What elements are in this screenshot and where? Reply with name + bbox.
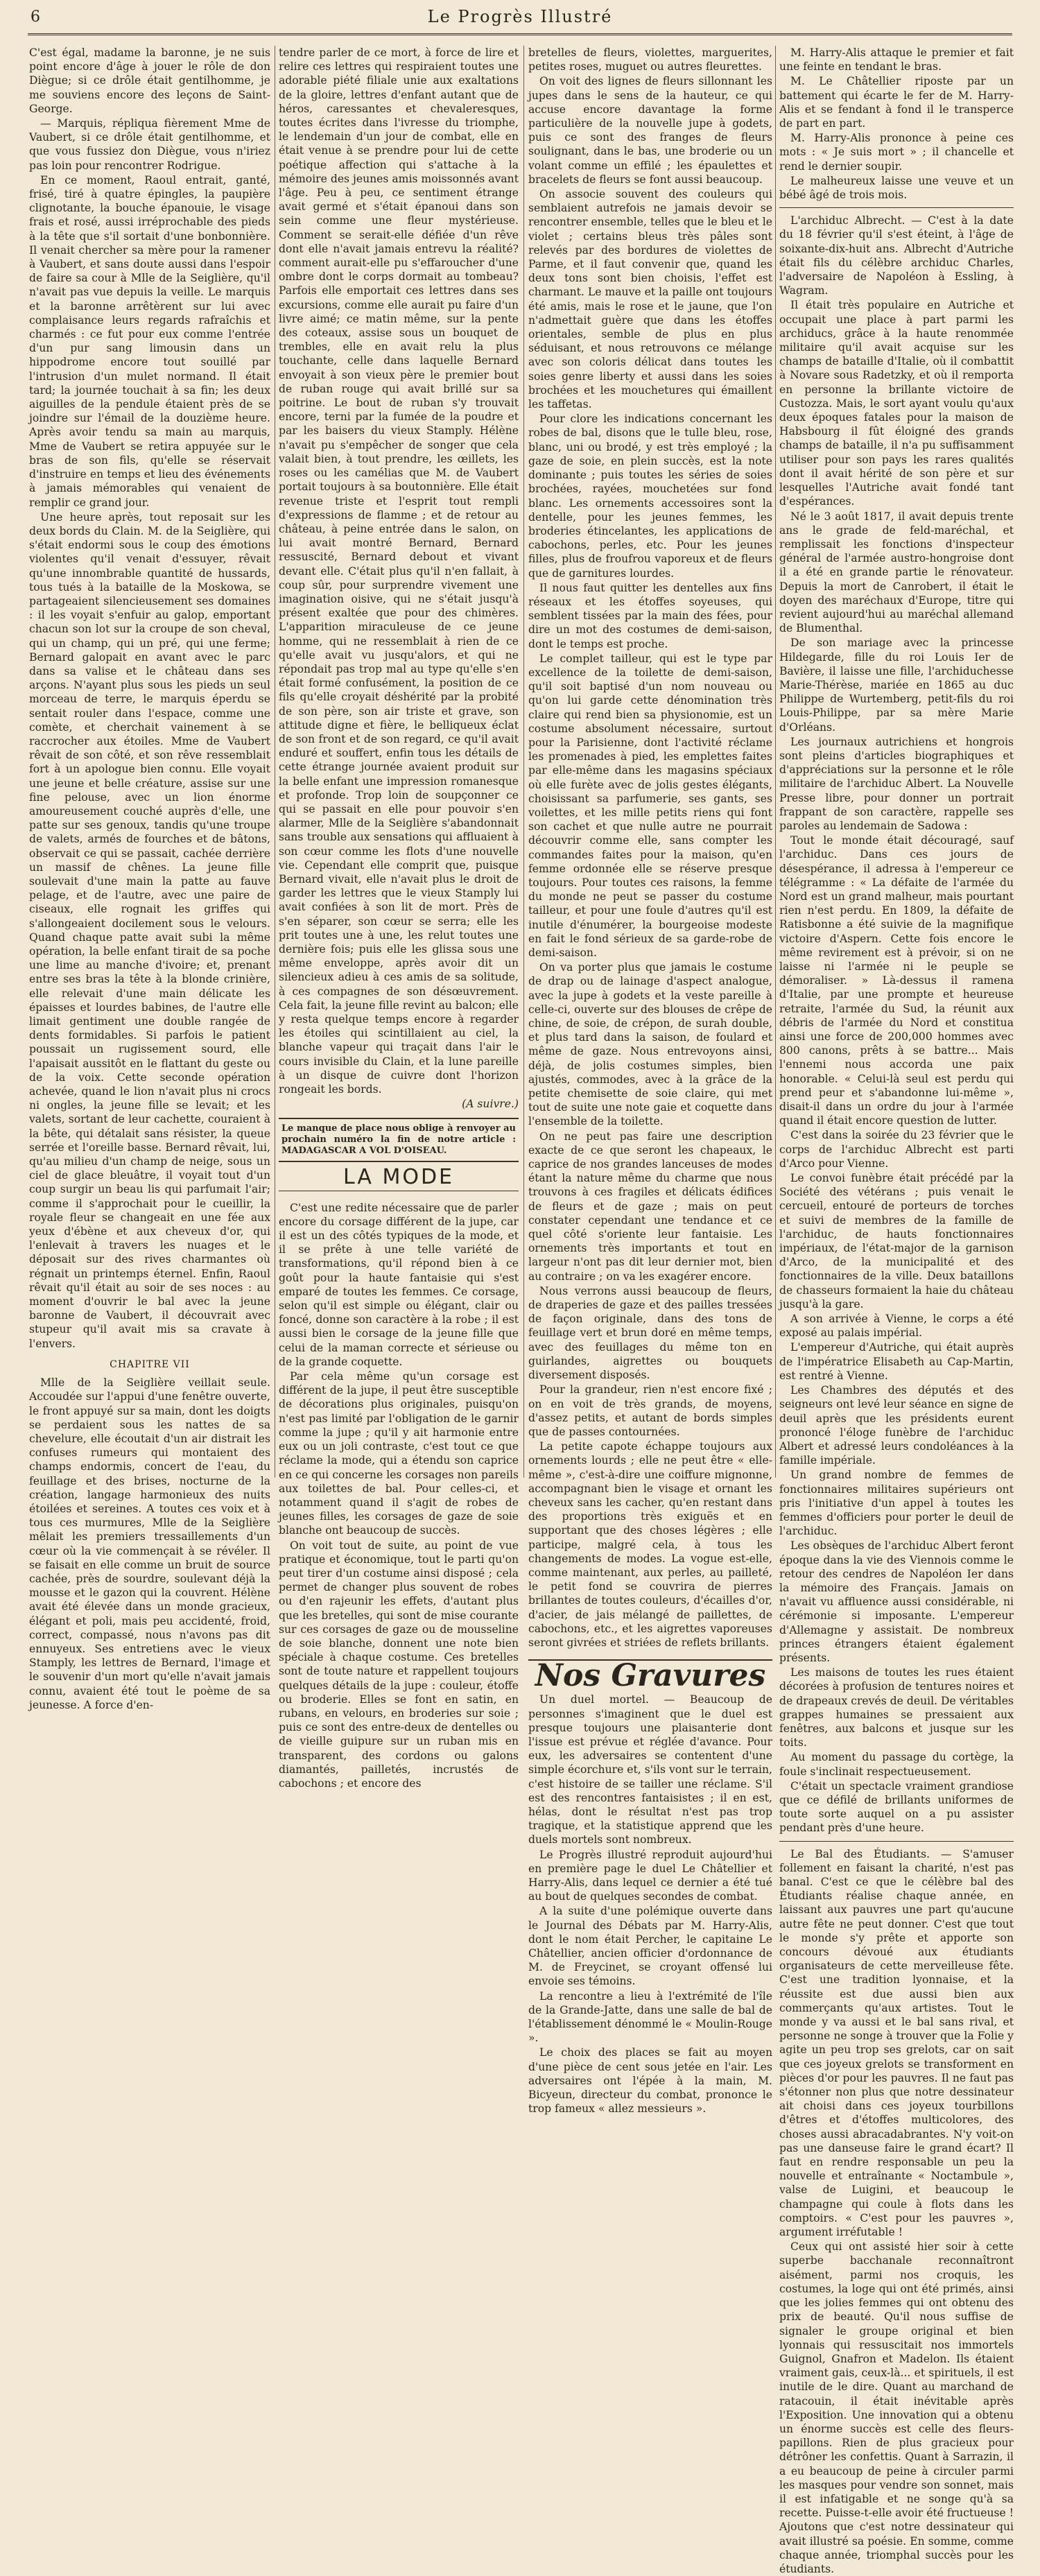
paragraph: Un duel mortel. — Beaucoup de personnes s'imaginent que le duel est presque toujours une plaisanterie dont l'issue est prévue et réglée d'avance. Pour eux, les adversaires se contentent d'une simple écorchure et, s'ils vont sur le terrain, c'est histoire de se tailler une réclame. S'il est des rencontres fantaisistes ; il en est, hélas, dont le résultat n'est pas trop tragique, et la statistique apprend que les duels mortels sont nombreux. — [528, 1693, 772, 1847]
editorial-notice: Le manque de place nous oblige à renvoyer au prochain numéro la fin de notre article : MADAGASCAR A VOL D'OISEAU. — [279, 1118, 519, 1162]
paragraph: Né le 3 août 1817, il avait depuis trente ans le grade de feld-maréchal, et remplissait les fonctions d'inspecteur général de l'armée austro-hongroise dont il a été en grande partie le rénovateur. Depuis la mort de Canrobert, il était le doyen des maréchaux d'Europe, titre qui revient aujourd'hui au maréchal allemand de Blumenthal. — [779, 510, 1014, 635]
page-header — [28, 6, 1012, 35]
paragraph: bretelles de fleurs, violettes, marguerites, petites roses, muguet ou autres fleurettes. — [528, 46, 772, 74]
paragraph: tendre parler de ce mort, à force de lire et relire ces lettres qui respiraient toutes une adorable piété filiale unie aux exaltations de la gloire, lettres d'enfant autant que de héros, caressantes et chevaleresques, toutes écrites dans l'ivresse du triomphe, le lendemain d'un jour de combat, elle en était venue à se prendre pour lui de cette poétique affection qui s'attache à la mémoire des jeunes amis moissonnés avant l'âge. Peu à peu, ce sentiment étrange avait germé et s'était épanoui dans son sein comme une fleur mystérieuse. Comment se serait-elle défiée d'un rêve dont elle n'avait jamais entrevu la réalité? comment aurait-elle pu s'effaroucher d'une ombre dont le corps dormait au tombeau? Parfois elle emportait ces lettres dans ses excursions, comme elle aurait pu faire d'un livre aimé; ce matin même, sur la pente des coteaux, assise sous un bouquet de trembles, elle en avait relu la plus touchante, celle dans laquelle Bernard envoyait à son vieux père le premier bout de ruban rouge qui avait brillé sur sa poitrine. Le bout de ruban s'y trouvait encore, terni par la fumée de la poudre et par les baisers du vieux Stamply. Hélène n'avait pu s'empêcher de songer que cela valait bien, à tout prendre, les œillets, les roses ou les camélias que M. de Vaubert portait toujours à sa boutonnière. Elle était revenue triste et l'esprit tout rempli d'expressions de flamme ; et de retour au château, à peine entrée dans le salon, on lui avait montré Bernard, Bernard ressuscité, Bernard debout et vivant devant elle. C'était plus qu'il n'en fallait, à coup sûr, pour surprendre vivement une imagination oisive, qui ne s'était jusqu'à présent exaltée que pour des chimères. L'apparition miraculeuse de ce jeune homme, qui ne ressemblait à rien de ce qu'elle avait vu jusqu'alors, et qui ne répondait pas trop mal au type qu'elle s'en était formé confusément, la position de ce fils qu'elle croyait déshérité par la probité de son père, son air triste et grave, son attitude digne et fière, le belliqueux éclat de son front et de son regard, ce qu'il avait enduré et souffert, enfin tous les détails de cette étrange journée avaient produit sur la belle enfant une impression romanesque et profonde. Trop loin de soupçonner ce qui se passait en elle pour pouvoir s'en alarmer, Mlle de la Seiglière s'abandonnait sans trouble aux sensations qui affluaient à son cœur comme les flots d'une nouvelle vie. Cependant elle comprit que, puisque Bernard vivait, elle n'avait plus le droit de garder les lettres que le vieux Stamply lui avait confiées à son lit de mort. Près de s'en séparer, son cœur se serra; elle les prit toutes une à une, les relut toutes une dernière fois; puis elle les glissa sous une même enveloppe, après avoir dit un silencieux adieu à ces amis de sa solitude, à ces compagnes de son désœuvrement. Cela fait, la jeune fille revint au balcon; elle y resta quelque temps encore à regarder les étoiles qui scintillaient au ciel, la blanche vapeur qui traçait dans l'air le cours invisible du Clain, et la lune pareille à un disque de cuivre dont l'horizon rongeait les bords. — [279, 46, 519, 1096]
article-separator — [779, 1841, 1014, 1842]
paragraph: On associe souvent des couleurs qui semblaient autrefois ne jamais devoir se rencontrer ensemble, telles que le bleu et le violet ; certains bleus très pâles sont relevés par des bordures de violettes de Parme, et il faut convenir que, quand les deux tons sont bien choisis, l'effet est charmant. Le mauve et la paille ont toujours été amis, mais le rose et le jaune, que l'on n'admettait guère que dans les étoffes orientales, semble de plus en plus séduisant, et nous retrouvons ce mélange avec son coloris délicat dans toutes les soies genre liberty et aussi dans les soies brochées et les mouchetures qui émaillent les taffetas. — [528, 188, 772, 411]
paragraph: A la suite d'une polémique ouverte dans le Journal des Débats par M. Harry-Alis, dont le nom était Percher, le capitaine Le Châtellier, ancien officier d'ordonnance de M. de Freycinet, se croyant offensé lui envoie ses témoins. — [528, 1905, 772, 1988]
paragraph: La rencontre a lieu à l'extrémité de l'île de la Grande-Jatte, dans une salle de bal de l'établissement dénommé le « Moulin-Rouge ». — [528, 1989, 772, 2045]
column-divider — [523, 46, 524, 1478]
paragraph: Une heure après, tout reposait sur les deux bords du Clain. M. de la Seiglière, qui s'était endormi sous le coup des émotions violentes qu'il venait d'essuyer, rêvait qu'une innombrable quantité de hussards, tous tués à la bataille de la Moskowa, se partageaient silencieusement ses domaines : il les voyait s'enfuir au galop, emportant chacun son lot sur la croupe de son cheval, qui un champ, qui un pré, qui une ferme; Bernard galopait en avant avec le parc dans sa valise et le château dans ses arçons. N'ayant plus sous les pieds un seul morceau de terre, le marquis éperdu se sentait rouler dans l'espace, comme une comète, et cherchait vainement à se raccrocher aux étoiles. Mme de Vaubert rêvait de son côté, et son rêve ressemblait fort à un apologue bien connu. Elle voyait une jeune et belle créature, assise sur une fine pelouse, avec un lion énorme amoureusement couché auprès d'elle, une patte sur ses genoux, tandis qu'une troupe de valets, armés de fourches et de bâtons, observait ce qui se passait, cachée derrière un massif de chênes. La jeune fille soulevait d'une main la patte au fauve pelage, et de l'autre, avec une paire de ciseaux, elle rognait les griffes qui s'allongeaient docilement sous le velours. Quand chaque patte avait subi la même opération, la belle enfant tirait de sa poche une lime au manche d'ivoire; et, prenant entre ses bras la tête à la blonde crinière, elle relevait d'une main délicate les épaisses et lourdes babines, de l'autre elle limait gentiment une double rangée de dents formidables. Si parfois le patient poussait un rugissement sourd, elle l'apaisait aussitôt en le flattant du geste ou de la voix. Cette seconde opération achevée, quand le lion n'avait plus ni crocs ni ongles, la jeune fille se levait; et les valets, sortant de leur cachette, couraient à la bête, qui détalait sans résister, la queue serrée et l'oreille basse. Bernard rêvait, lui, qu'au milieu d'un champ de neige, sous un ciel de glace bleuâtre, il voyait tout d'un coup surgir un beau lis qui parfumait l'air; comme il s'approchait pour le cueillir, la royale fleur se changeait en une fée aux yeux d'ébène et aux cheveux d'or, qui l'enlevait à travers les nuages et le déposait sur des rives charmantes où régnait un printemps éternel. Enfin, Raoul rêvait qu'il était au soir de ses noces : au moment d'ouvrir le bal avec la jeune baronne de Vaubert, il découvrait avec stupeur qu'il avait mis sa cravate à l'envers. — [29, 510, 270, 1350]
paragraph: Il nous faut quitter les dentelles aux fins réseaux et les étoffes soyeuses, qui semblent tissées par la main des fées, pour dire un mot des costumes de demi-saison, dont le temps est proche. — [528, 581, 772, 650]
paragraph: L'archiduc Albrecht. — C'est à la date du 18 février qu'il s'est éteint, à l'âge de soixante-dix-huit ans. Albrecht d'Autriche était fils du célèbre archiduc Charles, l'adversaire de Napoléon à Essling, à Wagram. — [779, 214, 1014, 297]
paragraph: M. Harry-Alis attaque le premier et fait une feinte en tendant le bras. — [779, 46, 1014, 74]
paragraph: Ceux qui ont assisté hier soir à cette superbe bacchanale reconnaîtront aisément, parmi nos croquis, les costumes, la loge qui ont été primés, ainsi que les jolies femmes qui ont obtenu des prix de beauté. Qu'il nous suffise de signaler le groupe original et bien lyonnais qui ressuscitait nos immortels Guignol, Gnafron et Madelon. Ils étaient vraiment gais, ceux-là... et spirituels, il est inutile de le dire. Quant au marchand de ratacouin, il était inévitable après l'Exposition. Une innovation qui a obtenu un énorme succès est celle des fleurs-papillons. Rien de plus gracieux pour détrôner les confettis. Quant à Sarrazin, il a eu beaucoup de peine à circuler parmi les masques pour vendre son sonnet, mais il est infatigable et ne songe qu'à sa recette. Puisse-t-elle avoir été fructueuse ! Ajoutons que c'est notre dessinateur qui avait illustré sa poésie. En somme, comme chaque année, triomphal succès pour les étudiants. — [779, 2240, 1014, 2575]
column-2 — [279, 46, 519, 1790]
paragraph: On va porter plus que jamais le costume de drap ou de lainage d'aspect analogue, avec la jupe à godets et la veste pareille à celle-ci, ouverte sur des blouses de crêpe de chine, de soie, de crépon, de surah double, et plus tard dans la saison, de foulard et même de gaze. Nous entrevoyons ainsi, déjà, de jolis costumes simples, bien ajustés, commodes, avec à la grâce de la petite chemisette de soie claire, qui met tout de suite une note gaie et coquette dans l'ensemble de la toilette. — [528, 961, 772, 1128]
chapter-heading: CHAPITRE VII — [110, 1358, 190, 1370]
paragraph: C'est une redite nécessaire que de parler encore du corsage différent de la jupe, car il est un des côtés typiques de la mode, et il se prête à une telle variété de transformations, qu'il répond bien à ce goût pour la haute fantaisie qui s'est emparé de toutes les femmes. Ce corsage, selon qu'il est simple ou élégant, clair ou foncé, donne son caractère à la robe ; il est aussi bien le corsage de la jeune fille que celui de la maman correcte et sérieuse ou de la grande coquette. — [279, 1201, 519, 1368]
paragraph: Il était très populaire en Autriche et occupait une place à part parmi les archiducs, grâce à la haute renommée militaire qu'il avait acquise sur les champs de bataille d'Italie, où il combattit à Novare sous Radetzky, et où il remporta en personne la brillante victoire de Custozza. Mais, le sort ayant voulu qu'aux deux époques fatales pour la maison de Habsbourg il fût éloigné des grands champs de bataille, il n'a pu suffisamment utiliser pour son pays les rares qualités dont il avait hérité de son père et sur lesquelles l'Autriche avait fondé tant d'espérances. — [779, 299, 1014, 508]
to-be-continued: (A suivre.) — [462, 1098, 519, 1111]
paragraph: C'est dans la soirée du 23 février que le corps de l'archiduc Albrecht est parti d'Arco pour Vienne. — [779, 1129, 1014, 1170]
section-title-la-mode: LA MODE — [279, 1170, 519, 1191]
paragraph: Les Chambres des députés et des seigneurs ont levé leur séance en signe de deuil après que les présidents eurent prononcé l'éloge funèbre de l'archiduc Albert et adressé leurs condoléances à la famille impériale. — [779, 1384, 1014, 1467]
paragraph: En ce moment, Raoul entrait, ganté, frisé, tiré à quatre épingles, la paupière clignotante, la bouche épanouie, le visage frais et rosé, aussi irréprochable des pieds à la tête que s'il sortait d'une bonbonnière. Il venait chercher sa mère pour la ramener à Vaubert, et sans doute aussi dans l'espoir de faire sa cour à Mlle de la Seiglière, qu'il n'avait pas vue depuis la veille. Le marquis et la baronne arrêtèrent sur lui avec complaisance leurs regards rafraîchis et charmés : ce fut pour eux comme l'entrée d'un pur sang limousin dans un hippodrome encore tout souillé par l'intrusion d'un mulet normand. Il était tard; la journée touchait à sa fin; les deux aiguilles de la pendule étaient près de se joindre sur l'émail de la douzième heure. Après avoir tendu sa main au marquis, Mme de Vaubert se retira appuyée sur le bras de son fils, qu'elle se réservait d'instruire en temps et lieu des événements à jamais mémorables qui venaient de remplir ce grand jour. — [29, 173, 270, 509]
section-title-nos-gravures: Nos Gravures — [528, 1659, 772, 1683]
column-divider — [775, 46, 776, 1478]
paragraph: Les journaux autrichiens et hongrois sont pleins d'articles biographiques et d'appréciations sur la personne et le rôle militaire de l'archiduc Albert. La Nouvelle Presse libre, pour donner un portrait frappant de son caractère, rappelle ses paroles au lendemain de Sadowa : — [779, 735, 1014, 832]
paragraph: Le malheureux laisse une veuve et un bébé âgé de trois mois. — [779, 174, 1014, 202]
article-separator — [779, 207, 1014, 208]
paragraph: Les obsèques de l'archiduc Albert feront époque dans la vie des Viennois comme le retour des cendres de Napoléon Ier dans la mémoire des Français. Jamais on n'avait vu affluence aussi considérable, ni cérémonie si imposante. L'empereur d'Allemagne y assistait. De nombreux princes étrangers étaient également présents. — [779, 1539, 1014, 1664]
paragraph: Un grand nombre de femmes de fonctionnaires militaires supérieurs ont pris l'initiative d'un appel à toutes les femmes d'officiers pour porter le deuil de l'archiduc. — [779, 1469, 1014, 1538]
paragraph: L'empereur d'Autriche, qui était auprès de l'impératrice Elisabeth au Cap-Martin, est rentré à Vienne. — [779, 1341, 1014, 1382]
paragraph: Le complet tailleur, qui est le type par excellence de la toilette de demi-saison, qu'il soit baptisé d'un nom nouveau ou qu'on lui garde cette dénomination très claire qui rend bien sa physionomie, est un costume absolument nécessaire, surtout pour la Parisienne, dont l'activité réclame les promenades à pied, les emplettes faites par elle-même dans les magasins spéciaux où elle furète avec de jolis gestes élégants, choisissant sa parfumerie, ses gants, ses voilettes, et les mille petits riens qui font son cachet et que nulle autre ne pourrait découvrir comme elle, sans compter les commandes faites pour la maison, qu'en femme ordonnée elle se réserve presque toujours. Pour toutes ces raisons, la femme du monde ne peut se passer du costume tailleur, et pour une foule d'autres qu'il est inutile d'énumérer, la bourgeoise modeste en fait le fond sérieux de sa garde-robe de demi-saison. — [528, 652, 772, 959]
paragraph: Mlle de la Seiglière veillait seule. Accoudée sur l'appui d'une fenêtre ouverte, le front appuyé sur sa main, dont les doigts se perdaient sous les nattes de sa chevelure, elle écoutait d'un air distrait les confuses rumeurs qui montaient des champs endormis, concert de l'eau, du feuillage et des brises, nocturne de la création, langage harmonieux des nuits étoilées et sereines. A toutes ces voix et à tous ces murmures, Mlle de la Seiglière mêlait les premiers tressaillements d'un cœur où la vie commençait à se révéler. Il se faisait en elle comme un bruit de source cachée, près de sourdre, soulevant déjà la mousse et le gazon qui la couvrent. Hélène avait été élevée dans un monde gracieux, élégant et poli, mais peu accidenté, froid, correct, compassé, nous n'avons pas dit ennuyeux. Ses entretiens avec le vieux Stamply, les lettres de Bernard, l'image et le souvenir d'un mort qu'elle n'avait jamais connu, avaient été tout le poème de sa jeunesse. A force d'en- — [29, 1376, 270, 1711]
journal-title: Le Progrès Illustré — [427, 7, 613, 26]
column-4 — [779, 46, 1014, 2575]
paragraph: Le Bal des Étudiants. — S'amuser follement en faisant la charité, n'est pas banal. C'est ce que le célèbre bal des Étudiants réalise chaque année, en laissant aux pauvres une part qu'aucune autre fête ne peut donner. C'est que tout le monde s'y prête et apporte son concours dévoué aux étudiants organisateurs de cette merveilleuse fête. C'est une tradition lyonnaise, et la réussite est due aussi bien aux commerçants qu'aux artistes. Tout le monde y va aussi et le bal sans rival, et personne ne songe à trouver que la Folie y agite un peu trop ses grelots, car on sait que ces joyeux grelots se transforment en pièces d'or pour les pauvres. Il ne faut pas s'étonner non plus que notre dessinateur ait choisi dans ces joyeux tourbillons d'êtres et d'étoffes multicolores, des choses aussi abracadabrantes. N'y voit-on pas une danseuse faire le grand écart? Il faut en rendre responsable un peu la nouvelle et entraînante « Noctambule », valse de Luigini, et beaucoup le champagne qui coule à flots dans les comptoirs. « C'est pour les pauvres », argument irréfutable ! — [779, 1847, 1014, 2239]
paragraph: C'est égal, madame la baronne, je ne suis point encore d'âge à jouer le rôle de don Diègue; si ce drôle était gentilhomme, je me souviens encore des leçons de Saint-George. — [29, 46, 270, 115]
paragraph: A son arrivée à Vienne, le corps a été exposé au palais impérial. — [779, 1313, 1014, 1340]
paragraph: Par cela même qu'un corsage est différent de la jupe, il peut être susceptible de décorations plus originales, puisqu'on n'est pas limité par l'obligation de le garnir comme la jupe ; qu'il y ait harmonie entre eux ou un joli contraste, c'est tout ce que réclame la mode, qui a étendu son caprice en ce qui concerne les corsages non pareils aux toilettes de bal. Pour celles-ci, et notamment quand il s'agit de robes de jeunes filles, les corsages de gaze de soie blanche ont beaucoup de succès. — [279, 1370, 519, 1537]
paragraph: De son mariage avec la princesse Hildegarde, fille du roi Louis Ier de Bavière, il laisse une fille, l'archiduchesse Marie-Thérèse, mariée en 1865 au duc Philippe de Wurtemberg, petit-fils du roi Louis-Philippe, par sa mère Marie d'Orléans. — [779, 637, 1014, 734]
paragraph: — Marquis, répliqua fièrement Mme de Vaubert, si ce drôle était gentilhomme, et que vous fussiez don Diègue, vous n'iriez pas loin pour rencontrer Rodrigue. — [29, 117, 270, 172]
paragraph: Nous verrons aussi beaucoup de fleurs, de draperies de gaze et des pailles tressées de façon originale, dans des tons de feuillage vert et brun doré en même temps, avec des feuillages du même ton en guirlandes, aigrettes ou bouquets diversement disposés. — [528, 1284, 772, 1382]
paragraph: Pour la grandeur, rien n'est encore fixé ; on en voit de très grands, de moyens, d'assez petits, et autant de bords simples que de passes contournées. — [528, 1383, 772, 1438]
paragraph: Au moment du passage du cortège, la foule s'inclinait respectueusement. — [779, 1751, 1014, 1778]
page-number: 6 — [31, 8, 40, 26]
column-1 — [29, 46, 270, 1711]
paragraph: Le choix des places se fait au moyen d'une pièce de cent sous jetée en l'air. Les adversaires ont l'épée à la main, M. Bicyeun, directeur du combat, prononce le trop fameux « allez messieurs ». — [528, 2046, 772, 2116]
paragraph: M. Le Châtellier riposte par un battement qui écarte le fer de M. Harry-Alis et se fendant à fond il le transperce de part en part. — [779, 75, 1014, 130]
paragraph: On ne peut pas faire une description exacte de ce que seront les chapeaux, le caprice de nos grandes lanceuses de modes étant la nature même du charme que nous trouvons à ces fragiles et délicats édifices de fleurs et de gaze ; mais on peut constater cependant une tendance et ce quel côté s'oriente leur fantaisie. Les ornements très importants et tout en largeur n'ont pas dit leur dernier mot, bien au contraire ; on va les exagérer encore. — [528, 1130, 772, 1283]
paragraph: Le Progrès illustré reproduit aujourd'hui en première page le duel Le Châtellier et Harry-Alis, dans lequel ce dernier a été tué au bout de quelques secondes de combat. — [528, 1848, 772, 1903]
paragraph: Tout le monde était découragé, sauf l'archiduc. Dans ces jours de désespérance, il adressa à l'empereur ce télégramme : « La défaite de l'armée du Nord est un grand malheur, mais pourtant rien n'est perdu. En 1809, la défaite de Ratisbonne a été suivie de la magnifique victoire d'Aspern. Cette fois encore le même revirement est à prévoir, si on ne laisse ni l'armée ni le peuple se démoraliser. » Là-dessus il ramena d'Italie, par une prompte et heureuse retraite, l'armée du Sud, la réunit aux débris de l'armée du Nord et constitua ainsi une force de 200,000 hommes avec 800 canons, prêts à se battre... Mais l'ennemi nous accorda une paix honorable. « Celui-là seul est perdu qui prend peur et s'abandonne lui-même », disait-il dans un ordre du jour à l'armée quand il était encore question de lutter. — [779, 834, 1014, 1127]
paragraph: On voit des lignes de fleurs sillonnant les jupes dans le sens de la hauteur, ce qui accuse encore davantage la forme particulière de la nouvelle jupe à godets, puis ce sont des franges de fleurs soulignant, dans le bas, une broderie ou un volant comme un effilé ; les épaulettes et bracelets de fleurs se font aussi beaucoup. — [528, 75, 772, 186]
paragraph: Les maisons de toutes les rues étaient décorées à profusion de tentures noires et de drapeaux crevés de deuil. De véritables grappes humaines se pressaient aux fenêtres, aux balcons et jusque sur les toits. — [779, 1666, 1014, 1749]
column-3 — [528, 46, 772, 2116]
paragraph: Pour clore les indications concernant les robes de bal, disons que le tulle bleu, rose, blanc, uni ou brodé, y est très employé ; la gaze de soie, en plein succès, est la note dominante ; puis toutes les séries de soies brochées, rayées, mouchetées sur fond blanc. Les ornements accessoires sont la dentelle, pour les jeunes femmes, les broderies étincelantes, les applications de cabochons, perles, etc. Pour les jeunes filles, plus de froufrou vaporeux et de fleurs que de garnitures lourdes. — [528, 413, 772, 580]
paragraph: La petite capote échappe toujours aux ornements lourds ; elle ne peut être « elle-même », c'est-à-dire une coiffure mignonne, accompagnant bien le visage et ornant les cheveux sans les cacher, qu'en restant dans des proportions très exiguës et en supportant que des choses légères ; elle participe, malgré cela, à tous les changements de modes. La vogue est-elle, comme maintenant, aux perles, au pailleté, le petit fond se couvrira de pierres brillantes de toutes couleurs, d'écailles d'or, d'acier, de jais mélangé de paillettes, de cabochons, etc., et les aigrettes vaporeuses seront givrées et striées de reflets brillants. — [528, 1440, 772, 1649]
paragraph: C'était un spectacle vraiment grandiose que ce défilé de brillants uniformes de toute sorte auquel on a pu assister pendant près d'une heure. — [779, 1779, 1014, 1835]
paragraph: On voit tout de suite, au point de vue pratique et économique, tout le parti qu'on peut tirer d'un costume ainsi disposé ; cela permet de changer plus souvent de robes ou d'en rajeunir les effets, d'autant plus que les bretelles, qui sont de mise courante sur ces corsages de gaze ou de mousseline de soie blanche, donnent une note bien spéciale à chaque costume. Ces bretelles sont de toute nature et rappellent toujours quelques détails de la jupe : couleur, étoffe ou broderie. Elles se font en satin, en rubans, en velours, en broderies sur soie ; puis ce sont des entre-deux de dentelles ou de vieille guipure sur un ruban mis en transparent, des cordons ou galons diamantés, pailletés, incrustés de cabochons ; et encore des — [279, 1539, 519, 1790]
paragraph: M. Harry-Alis prononce à peine ces mots : « Je suis mort » ; il chancelle et rend le dernier soupir. — [779, 132, 1014, 173]
paragraph: Le convoi funèbre était précédé par la Société des vétérans ; puis venait le cercueil, entouré de porteurs de torches et suivi de membres de la famille de l'archiduc, de hauts fonctionnaires impériaux, de l'état-major de la garnison d'Arco, de la municipalité et des fonctionnaires de la ville. Deux bataillons de chasseurs formaient la haie du château jusqu'à la gare. — [779, 1172, 1014, 1311]
